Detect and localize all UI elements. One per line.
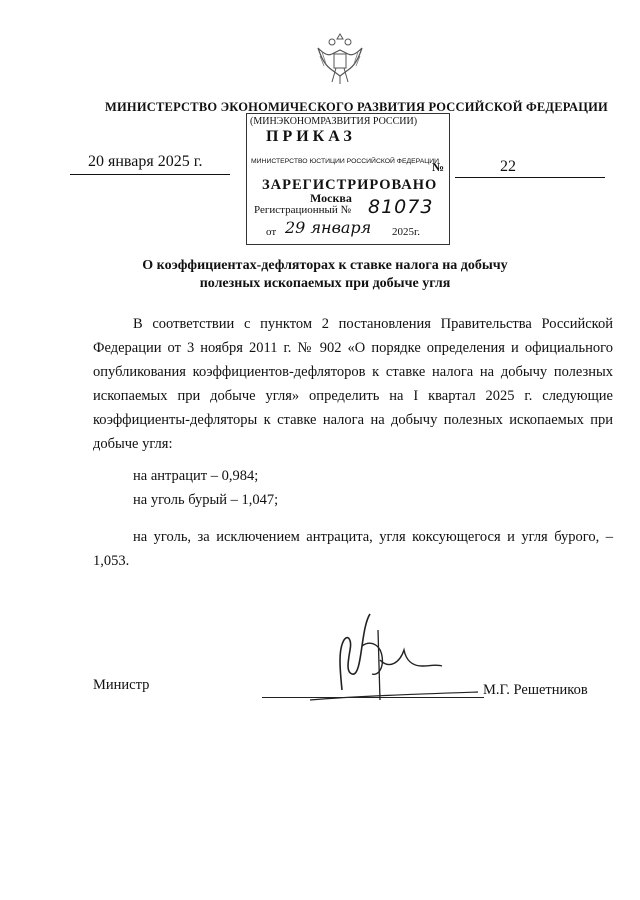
order-title: ПРИКАЗ [266,128,356,145]
signatory-name: М.Г. Решетников [483,682,588,698]
stamp-from-label: от [266,226,277,238]
stamp-registered: ЗАРЕГИСТРИРОВАНО [262,177,438,193]
stamp-line-ministry-short: (МИНЭКОНОМРАЗВИТИЯ РОССИИ) [250,116,418,127]
ministry-header: МИНИСТЕРСТВО ЭКОНОМИЧЕСКОГО РАЗВИТИЯ РОССИЙСКОЙ ФЕДЕРАЦИИ [105,100,608,114]
date-underline [70,174,230,175]
coefficient-brown-coal: на уголь бурый – 1,047; [133,492,279,508]
document-title [90,257,560,293]
coefficient-anthracite: на антрацит – 0,984; [133,468,259,484]
stamp-line-justice-ministry: МИНИСТЕРСТВО ЮСТИЦИИ РОССИЙСКОЙ ФЕДЕРАЦИИ [251,158,440,165]
handwritten-signature [300,600,480,710]
title-line-1: О коэффициентах-дефляторах к ставке налога на добычу [142,258,508,273]
coefficient-other-coal: на уголь, за исключением антрацита, угля коксующегося и угля бурого, – 1,053. [93,529,613,569]
order-number: 22 [500,158,516,175]
stamp-reg-year: 2025г. [392,226,421,238]
signatory-role: Министр [93,677,150,693]
stamp-reg-number: 81073 [368,196,434,218]
title-line-2: полезных ископаемых при добыче угля [199,276,451,291]
stamp-reg-date: 29 января [285,218,372,237]
stamp-reg-label: Регистрационный № [254,204,352,216]
order-number-label: № [432,160,445,174]
body-paragraph: В соответствии с пунктом 2 постановления Правительства Российской Федерации от 3 ноября 2011 г. № 902 «О порядке определения и официального опубликования коэффициентов-дефляторов к ставке налога на добычу полезных ископаемых при добыче угля» определить на I квартал 2025 г. следующие коэффициенты-дефляторы к ставке налога на добычу полезных ископаемых при добыче угля: [93,316,613,452]
order-date: 20 января 2025 г. [88,153,203,170]
stamp-city: Москва [310,191,352,205]
coat-of-arms-icon [312,30,368,88]
number-underline [455,177,605,178]
